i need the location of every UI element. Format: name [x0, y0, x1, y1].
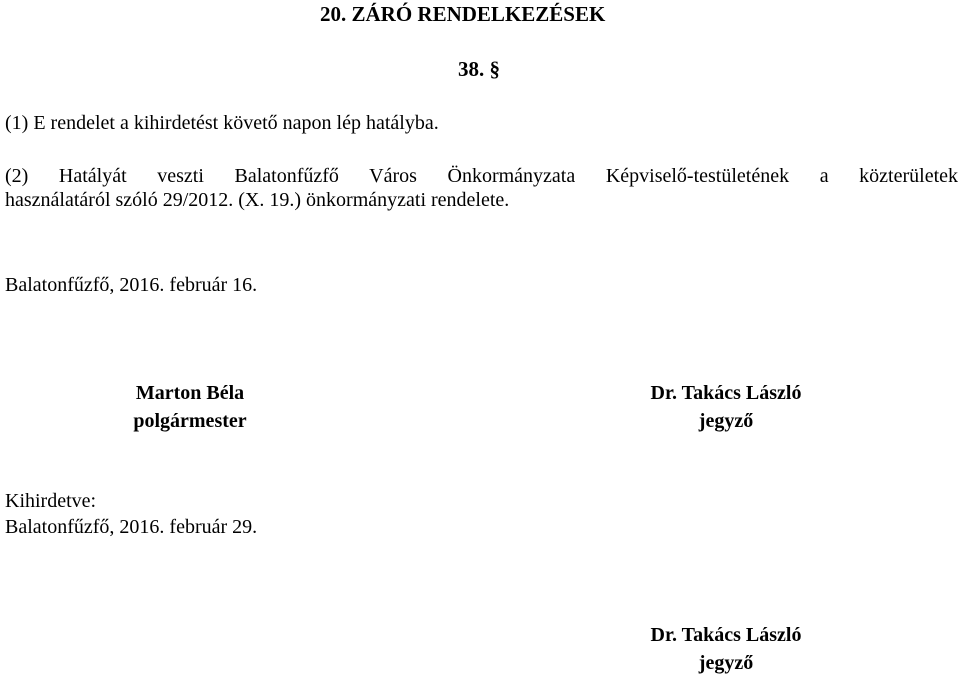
signatory-title: polgármester [133, 410, 247, 432]
paragraph-2-line-1: (2) Hatályát veszti Balatonfűzfő Város Önkormányzata Képviselő-testületének a közterületek [5, 165, 958, 187]
signatory-title: jegyző [698, 410, 754, 432]
signature-block-notary [626, 379, 826, 435]
paragraph-2 [5, 164, 958, 212]
paragraph-1: (1) E rendelet a kihirdetést követő napon lép hatályba. [5, 112, 439, 134]
section-number: 38. § [458, 57, 500, 81]
signature-block-announcement-notary [626, 621, 826, 677]
signatory-name: Marton Béla [135, 382, 245, 404]
signatory-name: Dr. Takács László [650, 624, 802, 646]
signatory-title: jegyző [698, 652, 754, 674]
announcement-place-date: Balatonfűzfő, 2016. február 29. [5, 516, 258, 538]
signatory-name: Dr. Takács László [650, 382, 802, 404]
chapter-title: 20. ZÁRÓ RENDELKEZÉSEK [320, 2, 606, 26]
paragraph-2-line-2: használatáról szóló 29/2012. (X. 19.) önkormányzati rendelete. [5, 189, 510, 211]
announcement-label: Kihirdetve: [5, 490, 97, 512]
signature-block-mayor [90, 379, 290, 435]
place-date: Balatonfűzfő, 2016. február 16. [5, 274, 258, 296]
